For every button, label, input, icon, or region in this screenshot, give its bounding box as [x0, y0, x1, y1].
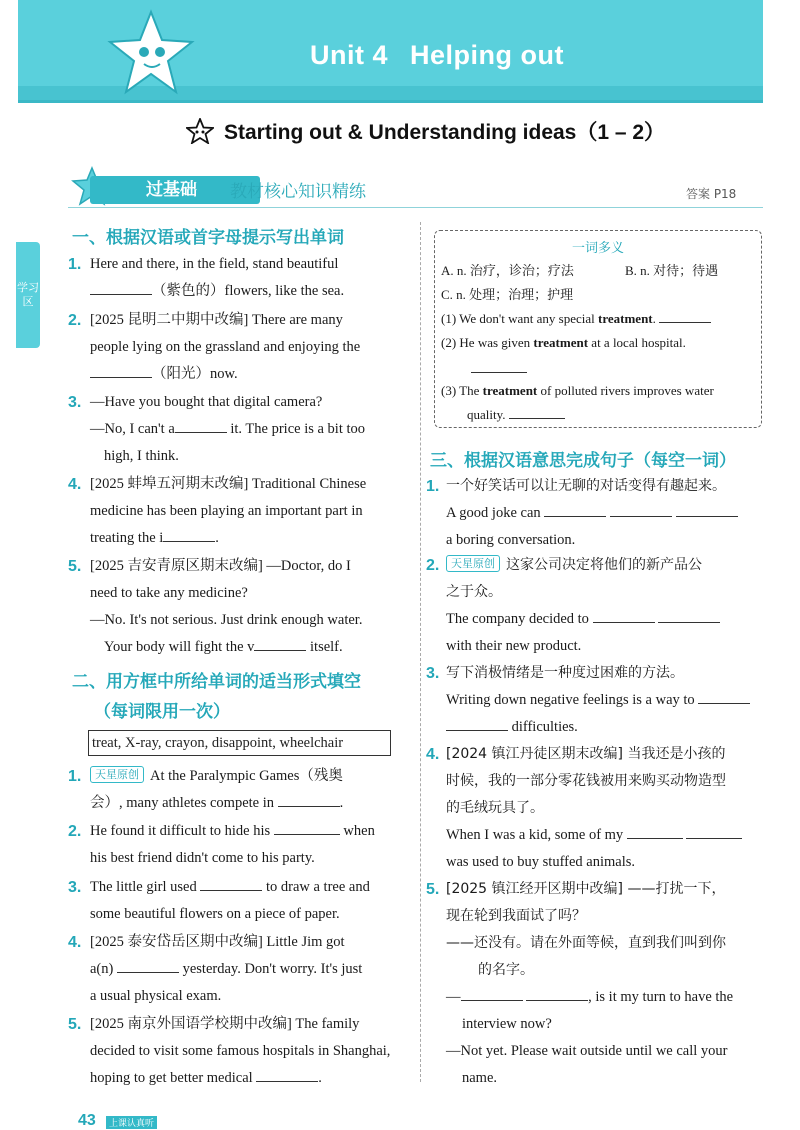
item-text [104, 634, 343, 661]
answer-blank[interactable] [90, 364, 152, 378]
item-text: need to take any medicine? [90, 585, 248, 601]
lesson-title-text: Starting out & Understanding ideas（1 – 2） [224, 121, 666, 144]
answer-blank[interactable] [526, 987, 588, 1001]
item-text: his best friend didn't come to his party. [90, 850, 315, 866]
item-text: Your body will fight the v [104, 639, 255, 655]
item-text [90, 874, 370, 901]
answer-blank[interactable] [658, 609, 720, 623]
item-text: itself. [310, 639, 343, 655]
lesson-title [186, 116, 665, 146]
item-text: (2) He was given [441, 335, 534, 350]
unit-number: Unit 4 [310, 40, 389, 70]
item-text: 写下消极情绪是一种度过困难的方法。 [446, 665, 684, 681]
answer-blank[interactable] [163, 528, 215, 542]
item-text: with their new product. [446, 638, 582, 654]
item-text [446, 552, 702, 579]
item-text: a(n) [90, 961, 114, 977]
item-number: 2. [68, 312, 82, 329]
part1-heading: 一、根据汉语或首字母提示写出单词 [72, 228, 344, 248]
item-text: name. [462, 1070, 498, 1086]
item-number: 4. [68, 476, 82, 493]
item-text: When I was a kid, some of my [446, 827, 624, 843]
item-text: to draw a tree and [265, 879, 370, 895]
item-number: 3. [68, 879, 82, 896]
answer-blank[interactable] [90, 281, 152, 295]
polysemy-title: 一词多义 [571, 241, 624, 256]
item-text: The little girl used [90, 879, 197, 895]
polysemy-q2 [441, 329, 686, 356]
item-text: (3) The [441, 383, 483, 398]
item-text: At the Paralympic Games（残奥 [150, 768, 343, 784]
item-text: —No, I can't a [90, 421, 175, 437]
item-number: 4. [426, 746, 440, 763]
answer-blank[interactable] [676, 503, 738, 517]
item-text: at a local hospital. [588, 335, 686, 350]
item-text [446, 687, 750, 714]
answer-blank[interactable] [254, 637, 306, 651]
polysemy-q3-answer [467, 401, 565, 428]
item-text [90, 956, 362, 983]
answer-blank[interactable] [593, 609, 655, 623]
item-text: [2025 昆明二中期中改编] There are many [90, 312, 343, 328]
keyword: treatment [598, 311, 653, 326]
item-text: [2025 泰安岱岳区期中改编] Little Jim got [90, 934, 345, 950]
item-text: （阳光）now. [152, 366, 238, 382]
item-text: —Have you bought that digital camera? [90, 394, 323, 410]
answer-blank[interactable] [471, 359, 527, 373]
item-text [90, 1065, 322, 1092]
item-text: a boring conversation. [446, 532, 576, 548]
item-number: 5. [426, 881, 440, 898]
unit-banner [18, 0, 763, 103]
item-text: people lying on the grassland and enjoying the [90, 339, 361, 355]
footer-label: 上课认真听 [106, 1116, 157, 1129]
item-number: 5. [68, 558, 82, 575]
item-text: difficulties. [511, 719, 578, 735]
item-text: [2025 南京外国语学校期中改编] The family [90, 1016, 360, 1032]
item-text: a usual physical exam. [90, 988, 222, 1004]
item-number: 5. [68, 1016, 82, 1033]
item-number: 3. [426, 665, 440, 682]
item-text: , is it my turn to have the [588, 989, 734, 1005]
part3-heading: 三、根据汉语意思完成句子（每空一词） [430, 451, 736, 471]
item-text [90, 278, 344, 305]
answer-blank[interactable] [175, 419, 227, 433]
item-text: high, I think. [104, 448, 179, 464]
unit-title [310, 40, 564, 71]
item-text: 之于众。 [446, 584, 502, 600]
item-number: 1. [426, 478, 440, 495]
answer-blank[interactable] [686, 825, 742, 839]
item-text: of polluted rivers improves water [537, 383, 714, 398]
item-text: . [215, 530, 219, 546]
item-text: . [318, 1070, 322, 1086]
item-text: —No. It's not serious. Just drink enough water. [90, 612, 363, 628]
keyword: treatment [482, 383, 538, 398]
item-text: hoping to get better medical [90, 1070, 253, 1086]
section-tag: 过基础 [90, 176, 260, 204]
answer-blank[interactable] [200, 877, 262, 891]
item-number: 1. [68, 256, 82, 273]
item-text: —Not yet. Please wait outside until we call your [446, 1043, 728, 1059]
item-text: medicine has been playing an important part in [90, 503, 363, 519]
meaning-c: C. n. 处理；治理；护理 [441, 287, 574, 302]
answer-blank[interactable] [446, 717, 508, 731]
answer-blank[interactable] [278, 793, 340, 807]
item-text: some beautiful flowers on a piece of paper. [90, 906, 340, 922]
item-text: [2025 吉安青原区期末改编] —Doctor, do I [90, 558, 351, 574]
item-text: decided to visit some famous hospitals in Shanghai, [90, 1043, 391, 1059]
polysemy-q1 [441, 305, 711, 332]
item-text: quality. [467, 407, 506, 422]
item-text: yesterday. Don't worry. It's just [182, 961, 363, 977]
answer-blank[interactable] [544, 503, 606, 517]
side-tab: 学习区 [16, 242, 40, 348]
keyword: treatment [533, 335, 589, 350]
item-text [446, 984, 733, 1011]
item-text [446, 714, 578, 741]
item-text [90, 818, 375, 845]
answer-blank[interactable] [610, 503, 672, 517]
item-text: 会）, many athletes compete in [90, 795, 275, 811]
answer-reference: 答案 P18 [686, 187, 737, 201]
item-text: (1) We don't want any special [441, 311, 599, 326]
item-text: [2025 蚌埠五河期末改编] Traditional Chinese [90, 476, 367, 492]
meaning-a: A. n. 治疗，诊治；疗法 [441, 263, 574, 278]
item-text: [2025 镇江经开区期中改编] ——打扰一下， [446, 881, 726, 897]
item-text [90, 416, 365, 443]
section-divider [68, 207, 763, 208]
item-text: treating the i [90, 530, 164, 546]
item-text: [2024 镇江丹徒区期末改编] 当我还是小孩的 [446, 746, 726, 762]
answer-blank[interactable] [627, 825, 683, 839]
item-text: He found it difficult to hide his [90, 823, 271, 839]
item-text: . [339, 795, 344, 811]
item-text: Writing down negative feelings is a way to [446, 692, 695, 708]
item-text: 现在轮到我面试了吗？ [446, 908, 586, 924]
item-text [446, 606, 720, 633]
item-text: 这家公司决定将他们的新产品公 [506, 557, 702, 573]
section-bar [68, 172, 768, 212]
column-divider [420, 222, 421, 1082]
star-icon [186, 118, 214, 144]
star-mascot-icon [106, 8, 196, 98]
answer-blank[interactable] [117, 959, 179, 973]
item-text: — [446, 989, 461, 1005]
item-number: 1. [68, 768, 82, 785]
part2-heading-note: （每词限用一次） [94, 702, 230, 722]
word-box: treat, X-ray, crayon, disappoint, wheelchair [88, 730, 391, 756]
answer-blank[interactable] [659, 309, 711, 323]
answer-blank[interactable] [256, 1068, 318, 1082]
item-text: The company decided to [446, 611, 589, 627]
item-text: 一个好笑话可以让无聊的对话变得有趣起来。 [446, 478, 726, 494]
item-text: ——还没有。请在外面等候，直到我们叫到你 [446, 935, 726, 951]
item-text [90, 525, 219, 552]
item-text [446, 822, 742, 849]
answer-blank[interactable] [509, 405, 565, 419]
part2-heading: 二、用方框中所给单词的适当形式填空 [72, 672, 361, 692]
answer-blank[interactable] [461, 987, 523, 1001]
page-footer [40, 1110, 170, 1130]
original-tag: 天星原创 [90, 766, 144, 783]
answer-blank[interactable] [274, 821, 340, 835]
section-subtitle: 教材核心知识精练 [230, 182, 366, 202]
item-text [90, 763, 343, 790]
polysemy-box [434, 230, 762, 428]
item-text: 的名字。 [478, 962, 534, 978]
item-text: A good joke can [446, 505, 541, 521]
item-number: 4. [68, 934, 82, 951]
item-text [90, 361, 238, 388]
item-text: 的毛绒玩具了。 [446, 800, 544, 816]
item-text: . [652, 311, 656, 326]
page-number: 43 [78, 1112, 96, 1129]
item-text: Here and there, in the field, stand beautiful [90, 256, 339, 272]
item-number: 2. [426, 557, 440, 574]
item-text: when [343, 823, 375, 839]
item-text: was used to buy stuffed animals. [446, 854, 636, 870]
meaning-b: B. n. 对待；待遇 [625, 263, 719, 278]
unit-name: Helping out [410, 40, 564, 70]
item-text: interview now? [462, 1016, 552, 1032]
item-text: （紫色的）flowers, like the sea. [152, 283, 345, 299]
item-text: it. The price is a bit too [230, 421, 366, 437]
item-text [90, 790, 343, 817]
item-text [446, 500, 738, 527]
answer-blank[interactable] [698, 690, 750, 704]
item-text: 时候，我的一部分零花钱被用来购买动物造型 [446, 773, 726, 789]
item-number: 3. [68, 394, 82, 411]
item-number: 2. [68, 823, 82, 840]
original-tag: 天星原创 [446, 555, 500, 572]
polysemy-q3 [441, 377, 714, 404]
